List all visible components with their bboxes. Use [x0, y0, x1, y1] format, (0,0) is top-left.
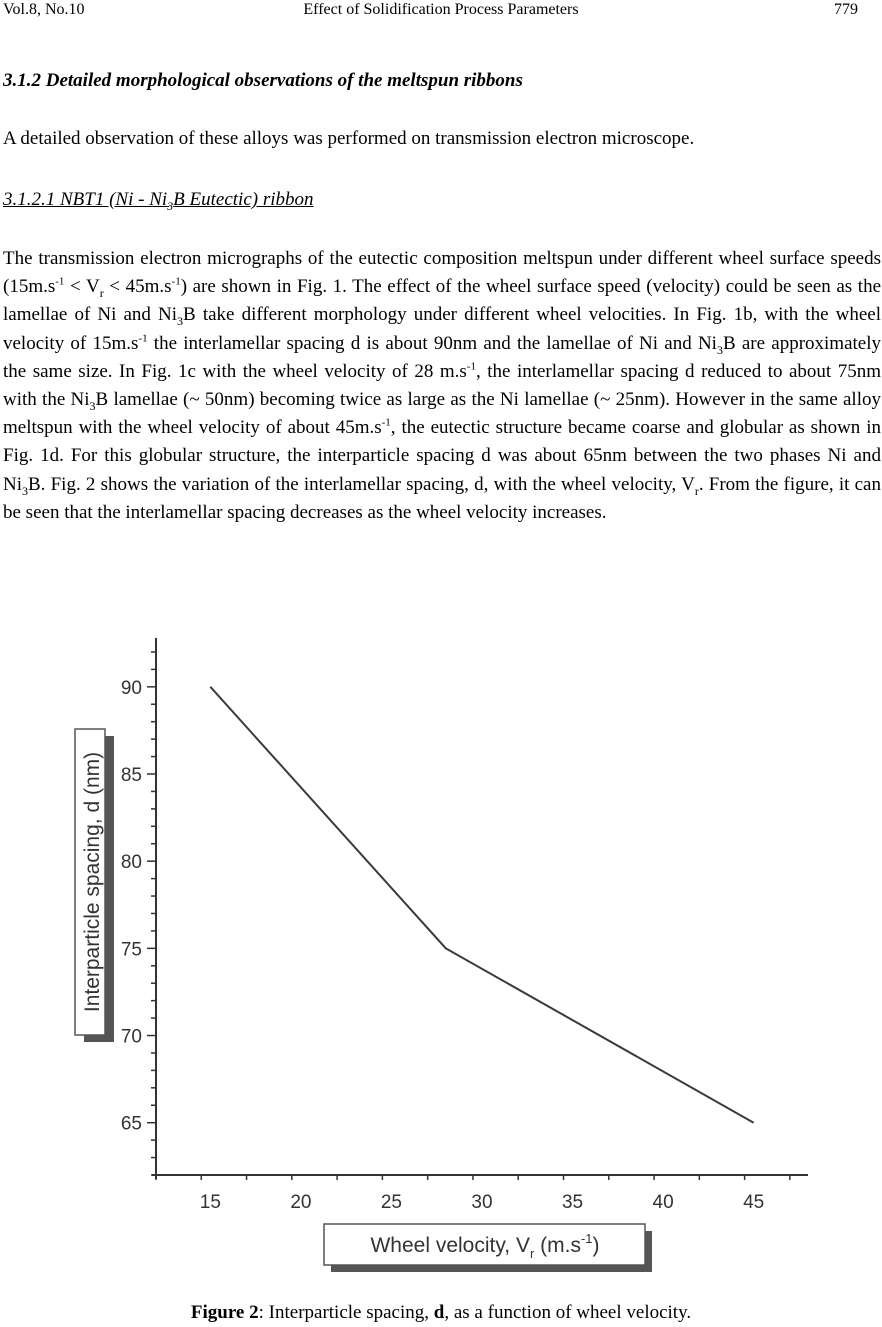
y-tick-label: 80 — [120, 852, 142, 874]
y-axis-ticks — [121, 652, 156, 1175]
x-tick-label: 25 — [380, 1192, 403, 1213]
intro-text: A detailed observation of these alloys was performed on transmission electron microscope. — [3, 128, 695, 149]
x-tick-label: 30 — [471, 1192, 493, 1213]
x-axis-ticks — [156, 1175, 790, 1213]
x-axis-label: Wheel velocity, $V_r$ $(m.s^{-1})$ — [370, 1231, 600, 1261]
y-tick-label: 70 — [120, 1026, 142, 1048]
y-tick-label: 90 — [120, 677, 142, 699]
figure-caption: Figure 2: Interparticle spacing, d, as a function of wheel velocity. — [190, 1302, 692, 1323]
figure-2-chart — [0, 620, 882, 1290]
running-title: Effect of Solidification Process Parameters — [303, 1, 579, 18]
y-tick-label: 75 — [120, 939, 142, 961]
x-tick-label: 40 — [652, 1192, 674, 1213]
subsection-title: 3.1.2.1 NBT1 ($Ni - Ni_3B$ Eutectic) ribbon — [3, 189, 314, 213]
y-axis-label: Interparticle spacing, d (nm) — [81, 751, 104, 1013]
y-tick-label: 65 — [120, 1113, 142, 1135]
section-title: 3.1.2 Detailed morphological observations of the meltspun ribbons — [3, 70, 523, 91]
x-tick-label: 15 — [199, 1192, 221, 1213]
x-tick-label: 20 — [290, 1192, 312, 1213]
body-paragraph: The transmission electron micrographs of the eutectic composition meltspun under different wheel surface speeds $(15m.s^{-1} < V_r < 45m.s^{-1})$ are shown in Fig. 1. The effect of the wheel surface speed (velocity) could be seen as the lamellae of Ni and $Ni_3B$ take different morphology under different wheel velocities. In Fig. 1b, with the wheel velocity of $15m.s^{-1}$ the interlamellar spacing d is about 90nm and the lamellae of Ni and $Ni_3B$ are approximately the same size. In Fig. 1c with the wheel velocity of 28 $m.s^{-1}$, the interlamellar spacing d reduced to about 75nm with the $Ni_3B$ lamellae (~ 50nm) becoming twice as large as the Ni lamellae (~ 25nm). However in the same alloy meltspun with the wheel velocity of about $45m.s^{-1}$, the eutectic structure became coarse and globular as shown in Fig. 1d. For this globular structure, the interparticle spacing d was about 65nm between the two phases Ni and $Ni_3B$. Fig. 2 shows the variation of the interlamellar spacing, d, with the wheel velocity, $V_r$. From the figure, it can be seen that the interlamellar spacing decreases as the wheel velocity increases. — [3, 248, 882, 523]
series-line — [210, 687, 753, 1123]
x-tick-label: 45 — [743, 1192, 765, 1213]
journal-volume: Vol.8, No.10 — [3, 1, 85, 18]
page-number: 779 — [834, 1, 858, 18]
y-tick-label: 85 — [120, 764, 142, 786]
x-tick-label: 35 — [561, 1192, 584, 1213]
